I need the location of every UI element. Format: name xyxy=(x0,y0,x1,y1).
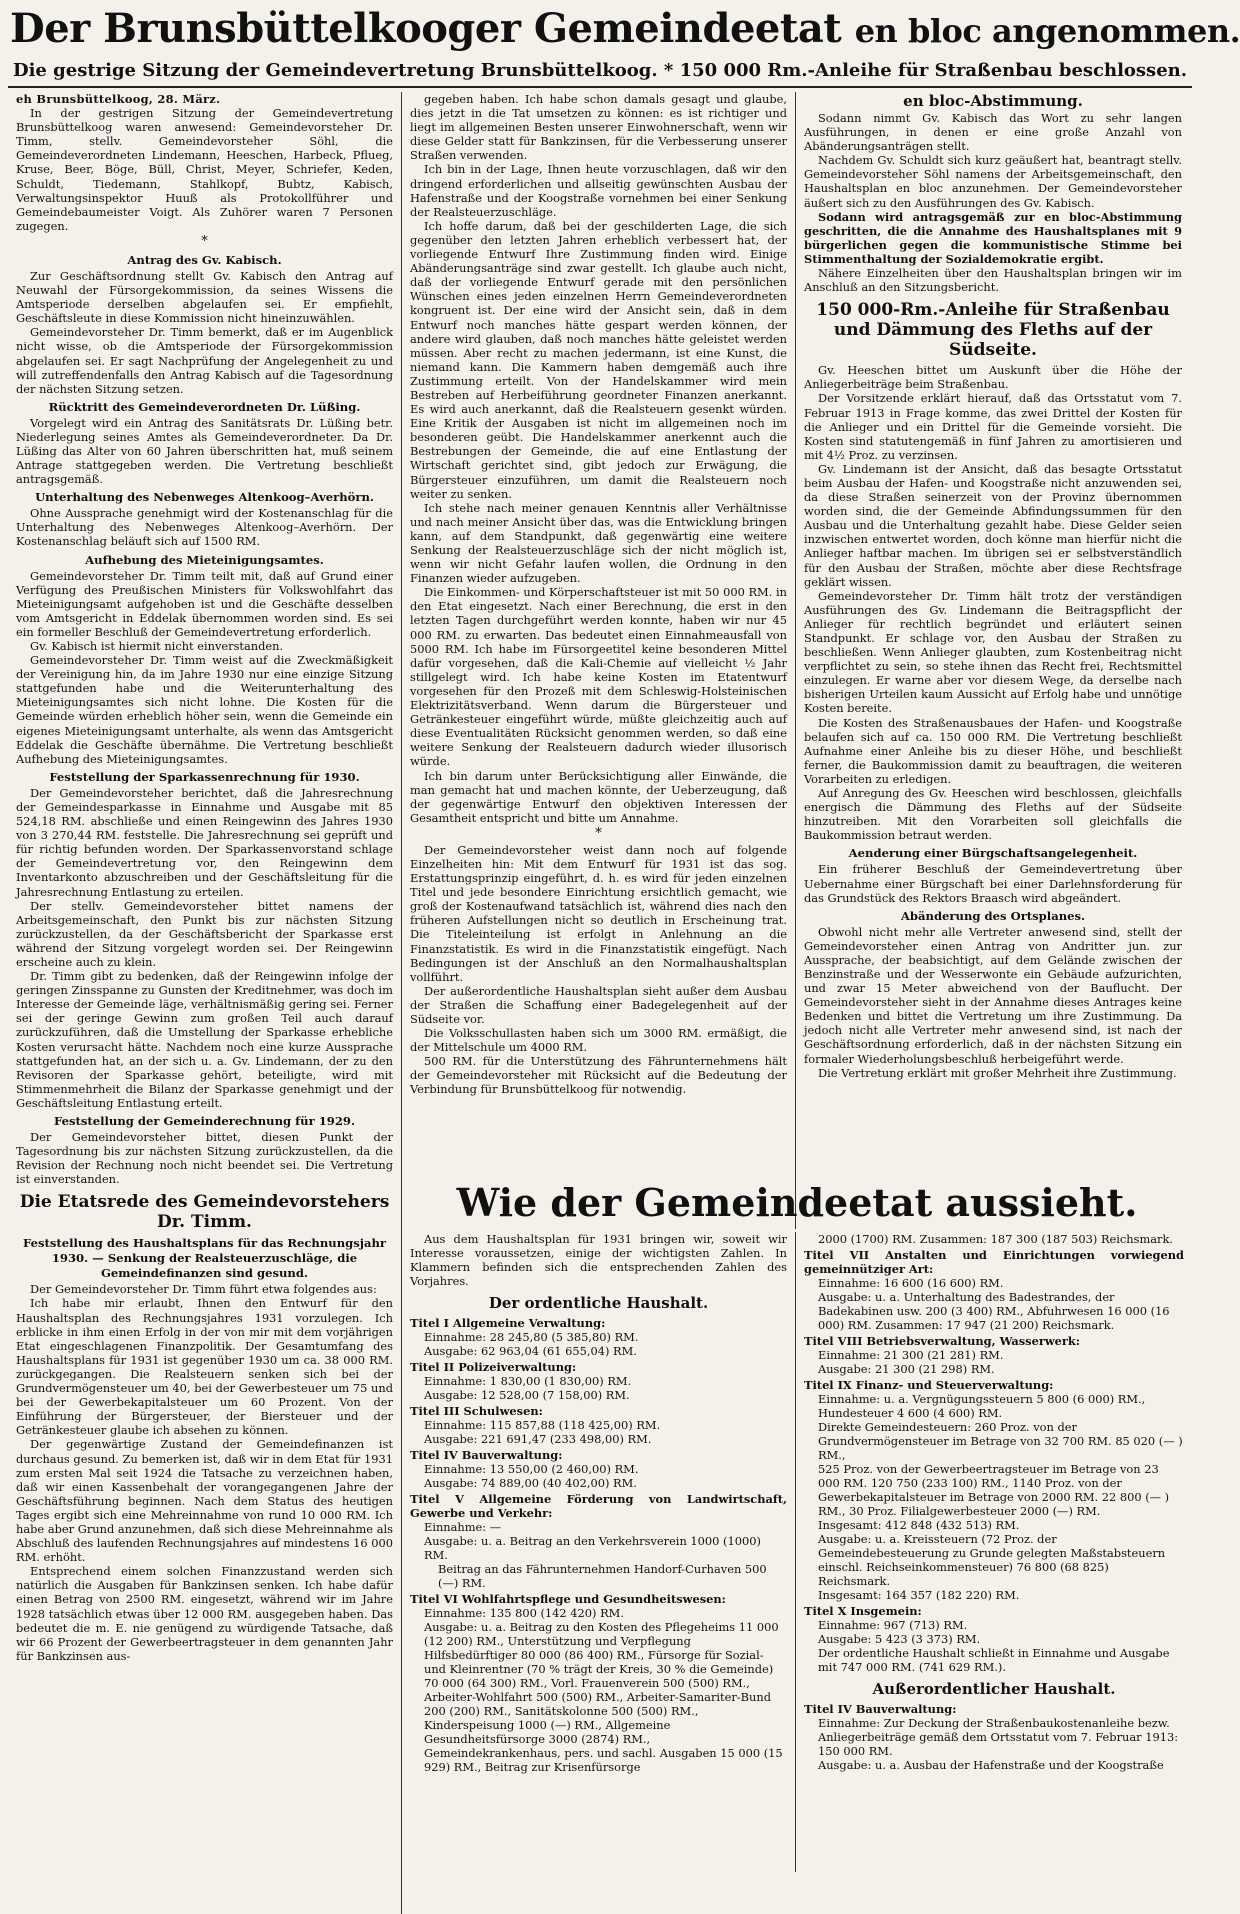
section-title-large: Die Etatsrede des Gemeindevorstehers Dr. Timm. xyxy=(19,1192,390,1233)
budget-title-line: Titel X Insgemein: xyxy=(804,1604,922,1618)
section-title: Rücktritt des Gemeindeverordneten Dr. Lüßing. xyxy=(48,399,361,414)
budget-value-line: Direkte Gemeindesteuern: 260 Proz. von der Grundvermögensteuer im Betrage von 32 700 RM. 85 020 (— ) RM., xyxy=(818,1420,1183,1462)
budget-value-line: Der ordentliche Haushalt schließt in Einnahme und Ausgabe mit 747 000 RM. (741 629 RM.). xyxy=(818,1646,1170,1674)
paragraph: Die Vertretung erklärt mit großer Mehrheit ihre Zustimmung. xyxy=(818,1065,1177,1080)
budget-list-2 xyxy=(804,1232,1184,1674)
budget-title-line: Titel VII Anstalten und Einrichtungen vorwiegend gemeinnütziger Art: xyxy=(804,1248,1184,1276)
section-title-large: 150 000-Rm.-Anleihe für Straßenbau und Dämmung des Fleths auf der Südseite. xyxy=(816,300,1170,361)
paragraph: gegeben haben. Ich habe schon damals gesagt und glaube, dies jetzt in die Tat umsetzen zu können: es ist richtiger und liegt im allgemeinen Besten unserer Einwohnerschaft, wenn wir diese Gelder statt für Bankzinsen, für die Verbesserung unserer Straßen verwenden. xyxy=(410,92,787,163)
headline xyxy=(8,5,1240,54)
paragraph-bold: Sodann wird antragsgemäß zur en bloc-Abstimmung geschritten, die die Annahme des Haushaltsplanes mit 9 bürgerlichen gegen die kommunistische Stimme bei Stimmenthaltung der Sozialdemokratie ergibt. xyxy=(804,209,1182,266)
budget-value-line: Ausgabe: 12 528,00 (7 158,00) RM. xyxy=(424,1388,630,1403)
paragraph: Der stellv. Gemeindevorsteher bittet namens der Arbeitsgemeinschaft, den Punkt bis zur nächsten Sitzung zurückzustellen, da der Geschäftsbericht der Sparkasse erst während der Sitzung vorgelegt worden sei. Der Reingewinn erscheine auch zu klein. xyxy=(16,898,393,969)
budget-value-line: Einnahme: 1 830,00 (1 830,00) RM. xyxy=(424,1374,632,1389)
paragraph: Gemeindevorsteher Dr. Timm bemerkt, daß er im Augenblick nicht wisse, ob die Amtsperiode der Fürsorgekommission abgelaufen sei. Er sagt Nachprüfung der Angelegenheit zu und will zutreffendenfalls den Antrag Kabisch auf die Tagesordnung der nächsten Sitzung setzen. xyxy=(16,325,393,396)
paragraph: Der außerordentliche Haushaltsplan sieht außer dem Ausbau der Straßen die Schaffung einer Badegelegenheit auf der Südseite vor. xyxy=(410,983,787,1026)
paragraph: Der Gemeindevorsteher Dr. Timm führt etwa folgendes aus: xyxy=(30,1282,377,1297)
paragraph: Gemeindevorsteher Dr. Timm teilt mit, daß auf Grund einer Verfügung des Preußischen Ministers für Volkswohlfahrt das Mieteinigungsamt aufgehoben ist und die Geschäfte desselben vom Amtsgericht in Eddelak übernommen worden sind. Es sei ein formeller Beschluß der Gemeindevertretung erforderlich. xyxy=(16,568,393,639)
paragraph: Nähere Einzelheiten über den Haushaltsplan bringen wir im Anschluß an den Sitzungsbericht. xyxy=(804,266,1182,295)
paragraph: Gemeindevorsteher Dr. Timm weist auf die Zweckmäßigkeit der Vereinigung hin, da im Jahre 1930 nur eine einzige Sitzung stattgefunden habe und die Weiterunterhaltung des Mieteinigungsamtes sich nicht lohne. Die Kosten für die Gemeinde würden erheblich höher sein, wenn die Gemeinde ein eigenes Mieteinigungsamt unterhalte, als wenn das Amtsgericht Eddelak die Geschäfte übernähme. Die Vertretung beschließt Aufhebung des Mieteinigungsamtes. xyxy=(16,653,393,766)
headline-main: Der Brunsbüttelkooger Gemeindeetat xyxy=(10,5,842,52)
budget-value-line: 525 Proz. von der Gewerbeertragsteuer im Betrage von 23 000 RM. 120 750 (233 100) RM., 1140 Proz. von der Gewerbekapitalsteuer im Betrage von 2000 RM. 22 800 (— ) RM., 30 Proz. Filialgewerbesteuer 2000 (—) RM. xyxy=(818,1462,1170,1518)
paragraph: Ich bin darum unter Berücksichtigung aller Einwände, die man gemacht hat und machen könnte, der Ueberzeugung, daß der gegenwärtige Entwurf den objektiven Interessen der Gesamtheit entspricht und bitte um Annahme. xyxy=(410,768,787,825)
budget-value-line: Einnahme: 115 857,88 (118 425,00) RM. xyxy=(424,1418,661,1433)
paragraph: Nachdem Gv. Schuldt sich kurz geäußert hat, beantragt stellv. Gemeindevorsteher Söhl namens der Arbeitsgemeinschaft, den Haushaltsplan en bloc anzunehmen. Der Gemeindevorsteher äußert sich zu den Ausführungen des Gv. Kabisch. xyxy=(804,153,1182,210)
budget-list-1 xyxy=(410,1316,787,1774)
paragraph: Auf Anregung des Gv. Heeschen wird beschlossen, gleichfalls energisch die Dämmung des Fleths auf der Südseite hinzutreiben. Mit den Vorarbeiten soll gleichfalls die Baukommission betraut werden. xyxy=(804,786,1182,843)
column-2 xyxy=(402,92,796,1229)
headline-tail: en bloc angenommen. xyxy=(854,12,1240,50)
subheadline: Die gestrige Sitzung der Gemeindevertretung Brunsbüttelkoog. * 150 000 Rm.-Anleihe für Straßenbau beschlossen. xyxy=(12,60,1188,81)
paragraph: Der Gemeindevorsteher weist dann noch auf folgende Einzelheiten hin: Mit dem Entwurf für 1931 ist das sog. Erstattungsprinzip eingeführt, d. h. es wird für jeden einzelnen Titel und jede besondere Einrichtung ersichtlich gemacht, wie groß der Kostenaufwand tatsächlich ist, während dies nach den früheren Aufstellungen nicht so deutlich in Erscheinung trat. Die Titeleinteilung ist erfolgt in Anlehnung an die Finanzstatistik. Es wird in die Finanzstatistik eingefügt. Nach Bedingungen ist der Anschluß an den Normalhaushaltsplan vollführt. xyxy=(410,842,787,984)
budget-section xyxy=(402,1180,1192,1872)
intro-paragraph: In der gestrigen Sitzung der Gemeindevertretung Brunsbüttelkoog waren anwesend: Gemeindevorsteher Dr. Timm, stellv. Gemeindevorsteher Söhl, die Gemeindeverordneten Lindemann, Heeschen, Harbeck, Pflueg, Kruse, Beer, Böge, Büll, Christ, Meyer, Schriefer, Keden, Schuldt, Tiedemann, Stahlkopf, Bubtz, Kabisch, Verwaltungsinspektor Huuß als Protokollführer und Gemeindebaumeister Voigt. Als Zuhörer waren 7 Personen zugegen. xyxy=(16,106,393,233)
budget-intro: Aus dem Haushaltsplan für 1931 bringen wir, soweit wir Interesse voraussetzen, einige der wichtigsten Zahlen. In Klammern befinden sich die entsprechenden Zahlen des Vorjahres. xyxy=(410,1232,787,1289)
paragraph: Die Volksschullasten haben sich um 3000 RM. ermäßigt, die der Mittelschule um 4000 RM. xyxy=(410,1026,787,1055)
budget-title-line: Titel III Schulwesen: xyxy=(410,1404,543,1419)
budget-value-line: Ausgabe: 74 889,00 (40 402,00) RM. xyxy=(424,1476,637,1491)
paragraph: Gv. Kabisch ist hiermit nicht einverstanden. xyxy=(30,639,284,653)
budget-value-line: Einnahme: 13 550,00 (2 460,00) RM. xyxy=(424,1462,639,1477)
section-title: Abänderung des Ortsplanes. xyxy=(900,908,1086,923)
section-subtitle: Feststellung des Haushaltsplans für das Rechnungsjahr 1930. — Senkung der Realsteuerzuschläge, die Gemeindefinanzen sind gesund. xyxy=(22,1236,387,1281)
section-title: Aufhebung des Mieteinigungsamtes. xyxy=(85,552,324,567)
budget-value-line: Ausgabe: u. a. Kreissteuern (72 Proz. der Gemeindebesteuerung zu Grunde gelegten Maßstabsteuern einschl. Reichseinkommensteuer) 76 800 (68 825) Reichsmark. xyxy=(818,1532,1166,1588)
budget-title-line: Titel IX Finanz- und Steuerverwaltung: xyxy=(804,1378,1054,1392)
budget-value-line: Einnahme: Zur Deckung der Straßenbaukostenanleihe bezw. Anliegerbeiträge gemäß dem Ortsstatut vom 7. Februar 1913: 150 000 RM. xyxy=(818,1716,1179,1758)
section-title: Feststellung der Gemeinderechnung für 1929. xyxy=(53,1114,356,1128)
paragraph: Der Gemeindevorsteher bittet, diesen Punkt der Tagesordnung bis zur nächsten Sitzung zurückzustellen, da die Revision der Rechnung noch nicht beendet sei. Die Vertretung ist einverstanden. xyxy=(16,1130,393,1187)
budget-value-line: Ausgabe: u. a. Beitrag zu den Kosten des Pflegeheims 11 000 (12 200) RM., Unterstützung und Verpflegung Hilfsbedürftiger 80 000 (86 400) RM., Fürsorge für Sozial- und Kleinrentner (70 % trägt der Kreis, 30 % die Gemeinde) 70 000 (64 300) RM., Vorl. Frauenverein 500 (500) RM., Arbeiter-Wohlfahrt 500 (500) RM., Arbeiter-Samariter-Bund 200 (200) RM., Sanitätskolonne 500 (500) RM., Kinderspeisung 1000 (—) RM., Allgemeine Gesundheitsfürsorge 3000 (2874) RM., Gemeindekrankenhaus, pers. und sachl. Ausgaben 15 000 (15 929) RM., Beitrag zur Krisenfürsorge xyxy=(424,1620,783,1775)
paragraph: Ein früherer Beschluß der Gemeindevertretung über Uebernahme einer Bürgschaft bei einer Darlehnsforderung für das Grundstück des Rektors Braasch wird abgeändert. xyxy=(804,862,1182,905)
budget-value-line: Beitrag an das Fährunternehmen Handorf-Curhaven 500 (—) RM. xyxy=(438,1562,767,1591)
paragraph: Obwohl nicht mehr alle Vertreter anwesend sind, stellt der Gemeindevorsteher einen Antrag von Andritter jun. zur Aussprache, der beabsichtigt, auf dem Gelände zwischen der Benzinstraße und der Wesserwonte ein Gebäude aufzurichten, und zwar 15 Meter abweichend von der Bauflucht. Der Gemeindevorsteher sieht in der Annahme dieses Antrages keine Bedenken und bittet die Vertretung um ihre Zustimmung. Da jedoch nicht alle Vertreter mehr anwesend sind, ist nach der Geschäftsordnung erforderlich, daß in der nächsten Sitzung ein formaler Wiederholungsbeschluß herbeigeführt werde. xyxy=(804,924,1182,1066)
paragraph: 500 RM. für die Unterstützung des Fährunternehmens hält der Gemeindevorsteher mit Rücksicht auf die Bedeutung der Verbindung für Brunsbüttelkoog für notwendig. xyxy=(410,1054,787,1097)
budget-list-3 xyxy=(804,1702,1184,1772)
paragraph: Gemeindevorsteher Dr. Timm hält trotz der verständigen Ausführungen des Gv. Lindemann die Beitragspflicht der Anlieger für rechtlich begründet und erläutert seinen Standpunkt. Er schlage vor, den Ausbau der Straßen zu beschließen. Wenn Anlieger glaubten, zum Kostenbeitrag nicht verpflichtet zu sein, so stehe ihnen das Recht frei, Rechtsmittel einzulegen. Er warne aber vor diesem Wege, da derselbe nach bisherigen Urteilen kaum Aussicht auf Erfolg habe und unnötige Kosten bereite. xyxy=(804,588,1182,716)
column-3 xyxy=(796,92,1190,1229)
paragraph: Entsprechend einem solchen Finanzzustand werden sich natürlich die Ausgaben für Bankzinsen senken. Ich habe dafür einen Betrag von 2500 RM. eingesetzt, während wir im Jahre 1928 tatsächlich etwas über 12 000 RM. ausgegeben haben. Das bedeutet die m. E. nie genügend zu würdigende Tatsache, daß wir 66 Prozent der Gewerbeertragsteuer in dem genannten Jahr für Bankzinsen aus- xyxy=(16,1564,393,1663)
paragraph: Ich stehe nach meiner genauen Kenntnis aller Verhältnisse und nach meiner Ansicht über das, was die Entwicklung bringen kann, auf dem Standpunkt, daß gegenwärtig eine weitere Senkung der Realsteuerzuschläge sich der nicht möglich ist, wenn wir nicht Gefahr laufen wollen, die Ordnung in den Finanzen wieder aufzugeben. xyxy=(410,500,787,586)
dateline: eh Brunsbüttelkoog, 28. März. xyxy=(16,92,221,106)
paragraph: Ich habe mir erlaubt, Ihnen den Entwurf für den Haushaltsplan des Rechnungsjahres 1931 vorzulegen. Ich erblicke in ihm einen Erfolg in der von mir mit dem vorjährigen Etat eingeschlagenen Finanzpolitik. Der Gesamtumfang des Haushaltsplans für 1931 ist gegenüber 1930 um ca. 38 000 RM. zurückgegangen. Die Realsteuern senken sich bei der Grundvermögensteuer um 40, bei der Gewerbesteuer um 75 und bei der Gewerbekapitalsteuer um 60 Prozent. Von der Einführung der Bürgersteuer, der Biersteuer und der Getränkesteuer glaube ich absehen zu können. xyxy=(16,1296,393,1438)
budget-value-line: Ausgabe: 5 423 (3 373) RM. xyxy=(818,1632,981,1646)
paragraph: Dr. Timm gibt zu bedenken, daß der Reingewinn infolge der geringen Zinsspanne zu Gunsten der Kreditnehmer, was doch im Interesse der Gemeinde läge, verhältnismäßig gering sei. Ferner sei der geringe Gewinn zum großen Teil auch darauf zurückzuführen, daß die Umstellung der Sparkasse erhebliche Kosten verursacht hätte. Nachdem noch eine kurze Aussprache stattgefunden hat, an der sich u. a. Gv. Lindemann, der zu den Revisoren der Sparkasse gehört, beteiligte, wird mit Stimmenmehrheit die Bilanz der Sparkasse genehmigt und der Geschäftsleitung Entlastung erteilt. xyxy=(16,969,393,1110)
budget-title-line: Titel II Polizeiverwaltung: xyxy=(410,1360,577,1375)
budget-value-line: Insgesamt: 164 357 (182 220) RM. xyxy=(818,1588,1020,1602)
paragraph: Zur Geschäftsordnung stellt Gv. Kabisch den Antrag auf Neuwahl der Fürsorgekommission, da seines Wissens die Amtsperiode derselben abgelaufen sei. Er empfiehlt, Geschäftsleute in diese Kommission nicht hineinzuwählen. xyxy=(16,268,393,326)
paragraph: Die Einkommen- und Körperschaftsteuer ist mit 50 000 RM. in den Etat eingesetzt. Nach einer Berechnung, die erst in den letzten Tagen durchgeführt werden konnte, haben wir nur 45 000 RM. zu erwarten. Das bedeutet einen Einnahmeausfall von 5000 RM. Ich habe im Fürsorgeetitel keine besonderen Mittel dafür vorgesehen, daß die Kali-Chemie auf vielleicht ½ Jahr stillgelegt wird. Ich habe keine Kosten im Etatentwurf vorgesehen für den Prozeß mit dem Schleswig-Holsteinischen Elektrizitätsverband. Wenn darum die Bürgersteuer und Getränkesteuer eingeführt würde, müßte gleichzeitig auch auf diese Eventualitäten Rücksicht genommen werden, so daß eine weitere Senkung der Realsteuern dadurch wieder illusorisch würde. xyxy=(410,585,787,769)
budget-subtitle: Der ordentliche Haushalt. xyxy=(488,1294,709,1313)
section-title: Feststellung der Sparkassenrechnung für 1930. xyxy=(49,769,360,784)
budget-value-line: Einnahme: 28 245,80 (5 385,80) RM. xyxy=(424,1330,639,1345)
budget-title-line: Titel VIII Betriebsverwaltung, Wasserwerk: xyxy=(804,1334,1080,1348)
budget-value-line: Einnahme: — xyxy=(424,1520,502,1535)
budget-value-line: Ausgabe: 21 300 (21 298) RM. xyxy=(818,1362,995,1376)
budget-title-line: Titel I Allgemeine Verwaltung: xyxy=(410,1316,606,1331)
section-title: Aenderung einer Bürgschaftsangelegenheit. xyxy=(848,846,1138,861)
budget-value-line: Ausgabe: u. a. Ausbau der Hafenstraße und der Koogstraße xyxy=(818,1758,1164,1772)
paragraph: Der gegenwärtige Zustand der Gemeindefinanzen ist durchaus gesund. Zu bemerken ist, daß wir in dem Etat für 1931 zum ersten Mal seit 1924 die Tatsache zu verzeichnen haben, daß wir einen Kassenbehalt der vorangegangenen Jahre der Geschäftsführung beginnen. Nach dem Status des heutigen Tages ergibt sich eine Mehreinnahme von rund 10 000 RM. Ich habe aber Grund anzunehmen, daß sich diese Mehreinnahme als Abschluß des laufenden Rechnungsjahres auf mindestens 16 000 RM. erhöht. xyxy=(16,1437,393,1565)
paragraph: Gv. Heeschen bittet um Auskunft über die Höhe der Anliegerbeiträge beim Straßenbau. xyxy=(804,363,1182,392)
paragraph: Die Kosten des Straßenausbaues der Hafen- und Koogstraße belaufen sich auf ca. 150 000 RM. Die Vertretung beschließt Aufnahme einer Anleihe bis zu dieser Höhe, und beschließt ferner, die Baukommission damit zu beauftragen, die weiteren Vorarbeiten zu erledigen. xyxy=(804,715,1182,786)
top-rule xyxy=(8,86,1192,88)
budget-column-1 xyxy=(402,1232,796,1872)
paragraph: Ich bin in der Lage, Ihnen heute vorzuschlagen, daß wir den dringend erforderlichen und allseitig gewünschten Ausbau der Hafenstraße und der Koogstraße vornehmen bei einer Senkung der Realsteuerzuschläge. xyxy=(410,162,787,219)
budget-value-line: 2000 (1700) RM. Zusammen: 187 300 (187 503) Reichsmark. xyxy=(818,1232,1174,1246)
budget-column-2 xyxy=(796,1232,1192,1872)
budget-value-line: Einnahme: 135 800 (142 420) RM. xyxy=(424,1606,624,1621)
budget-value-line: Ausgabe: 221 691,47 (233 498,00) RM. xyxy=(424,1432,652,1447)
budget-value-line: Einnahme: 21 300 (21 281) RM. xyxy=(818,1348,1004,1362)
section-title: en bloc-Abstimmung. xyxy=(903,92,1083,110)
budget-title-line: Titel V Allgemeine Förderung von Landwirtschaft, Gewerbe und Verkehr: xyxy=(410,1492,787,1521)
paragraph: Sodann nimmt Gv. Kabisch das Wort zu sehr langen Ausführungen, in denen er eine große Anzahl von Abänderungsanträgen stellt. xyxy=(804,111,1182,154)
budget-value-line: Einnahme: 967 (713) RM. xyxy=(818,1618,968,1632)
section-title: Antrag des Gv. Kabisch. xyxy=(127,252,282,267)
paragraph: Der Gemeindevorsteher berichtet, daß die Jahresrechnung der Gemeindesparkasse in Einnahme und Ausgabe mit 85 524,18 RM. abschließe und einen Reingewinn des Jahres 1930 von 3 270,44 RM. feststelle. Die Jahresrechnung sei geprüft und für richtig befunden worden. Der Sparkassenvorstand schlage der Gemeindevertretung vor, den Reingewinn dem Inventarkonto abzuschreiben und der Geschäftsleitung für die Jahresrechnung Entlastung zu erteilen. xyxy=(16,785,393,899)
section-title: Unterhaltung des Nebenweges Altenkoog–Averhörn. xyxy=(35,490,374,505)
paragraph: Ich hoffe darum, daß bei der geschilderten Lage, die sich gegenüber den letzten Jahren erheblich verbessert hat, der vorliegende Entwurf Ihre Zustimmung finden wird. Einige Abänderungsanträge sind zwar gestellt. Ich glaube auch nicht, daß der vorliegende Entwurf gerade mit den persönlichen Wünschen eines jeden einzelnen Herrn Gemeindeverordneten kongruent ist. Der eine wird der Ansicht sein, daß in dem Entwurf noch manches hätte gespart werden können, der andere wird glauben, daß noch manches hätte geleistet werden müssen. Aber recht zu machen jedermann, ist eine Kunst, die niemand kann. Die Kammern haben demgemäß auch ihre Zustimmung erteilt. Von der Handelskammer wird mein Bestreben auf Herbeiführung geordneter Finanzen anerkannt. Es wird auch anerkannt, daß die Realsteuern gesenkt würden. Eine Kritik der Ausgaben ist nicht im allgemeinen noch im besonderen geübt. Die Handelskammer anerkennt auch die Bestrebungen der Gemeinde, die auf eine Entlastung der Wirtschaft gerichtet sind, gibt jedoch zur Erwägung, die Bürgersteuer einzuführen, um damit die Realsteuern noch weiter zu senken. xyxy=(410,218,787,501)
budget-value-line: Ausgabe: 62 963,04 (61 655,04) RM. xyxy=(424,1344,637,1359)
paragraph: Ohne Aussprache genehmigt wird der Kostenanschlag für die Unterhaltung des Nebenweges Altenkoog–Averhörn. Der Kostenanschlag beläuft sich auf 1500 RM. xyxy=(16,506,393,549)
paragraph: Der Vorsitzende erklärt hierauf, daß das Ortsstatut vom 7. Februar 1913 in Frage komme, das zwei Drittel der Kosten für die Anlieger und ein Drittel für die Gemeinde vorsieht. Die Kosten sind statutengemäß in fünf Jahren zu amortisieren und mit 4½ Proz. zu verzinsen. xyxy=(804,391,1182,462)
budget-value-line: Ausgabe: u. a. Beitrag an den Verkehrsverein 1000 (1000) RM. xyxy=(424,1534,761,1563)
budget-title-line: Titel IV Bauverwaltung: xyxy=(804,1702,957,1716)
budget-headline: Wie der Gemeindeetat aussieht. xyxy=(456,1180,1138,1225)
budget-value-line: Insgesamt: 412 848 (432 513) RM. xyxy=(818,1518,1020,1532)
budget-value-line: Einnahme: 16 600 (16 600) RM. xyxy=(818,1276,1004,1290)
separator-star: * xyxy=(595,825,602,841)
budget-title-line: Titel IV Bauverwaltung: xyxy=(410,1448,563,1463)
column-1 xyxy=(8,92,402,1914)
budget-columns xyxy=(402,1232,1192,1872)
paragraph: Vorgelegt wird ein Antrag des Sanitätsrats Dr. Lüßing betr. Niederlegung seines Amtes als Gemeindeverordneter. Da Dr. Lüßing das Alter von 60 Jahren überschritten hat, muß seinem Antrage stattgegeben werden. Die Vertretung beschließt antragsgemäß. xyxy=(16,415,393,487)
paragraph: Gv. Lindemann ist der Ansicht, daß das besagte Ortsstatut beim Ausbau der Hafen- und Koogstraße nicht anzuwenden sei, da diese Straßen seinerzeit von der Provinz übernommen worden sind, die der Gemeinde Abfindungssummen für den Ausbau und die Unterhaltung gezahlt habe. Diese Gelder seien inzwischen entwertet worden, doch könne man hierfür nicht die Anlieger haftbar machen. Im übrigen sei er selbstverständlich für den Ausbau der Straßen, möchte aber diese Rechtsfrage geklärt wissen. xyxy=(804,461,1182,589)
budget-subtitle: Außerordentlicher Haushalt. xyxy=(872,1680,1116,1698)
budget-value-line: Ausgabe: u. a. Unterhaltung des Badestrandes, der Badekabinen usw. 200 (3 400) RM., Abfuhrwesen 16 000 (16 000) RM. Zusammen: 17 947 (21 200) Reichsmark. xyxy=(818,1290,1170,1332)
budget-title-line: Titel VI Wohlfahrtspflege und Gesundheitswesen: xyxy=(410,1592,726,1607)
separator-star: * xyxy=(201,233,208,249)
budget-value-line: Einnahme: u. a. Vergnügungssteuern 5 800 (6 000) RM., Hundesteuer 4 600 (4 600) RM. xyxy=(818,1392,1146,1420)
